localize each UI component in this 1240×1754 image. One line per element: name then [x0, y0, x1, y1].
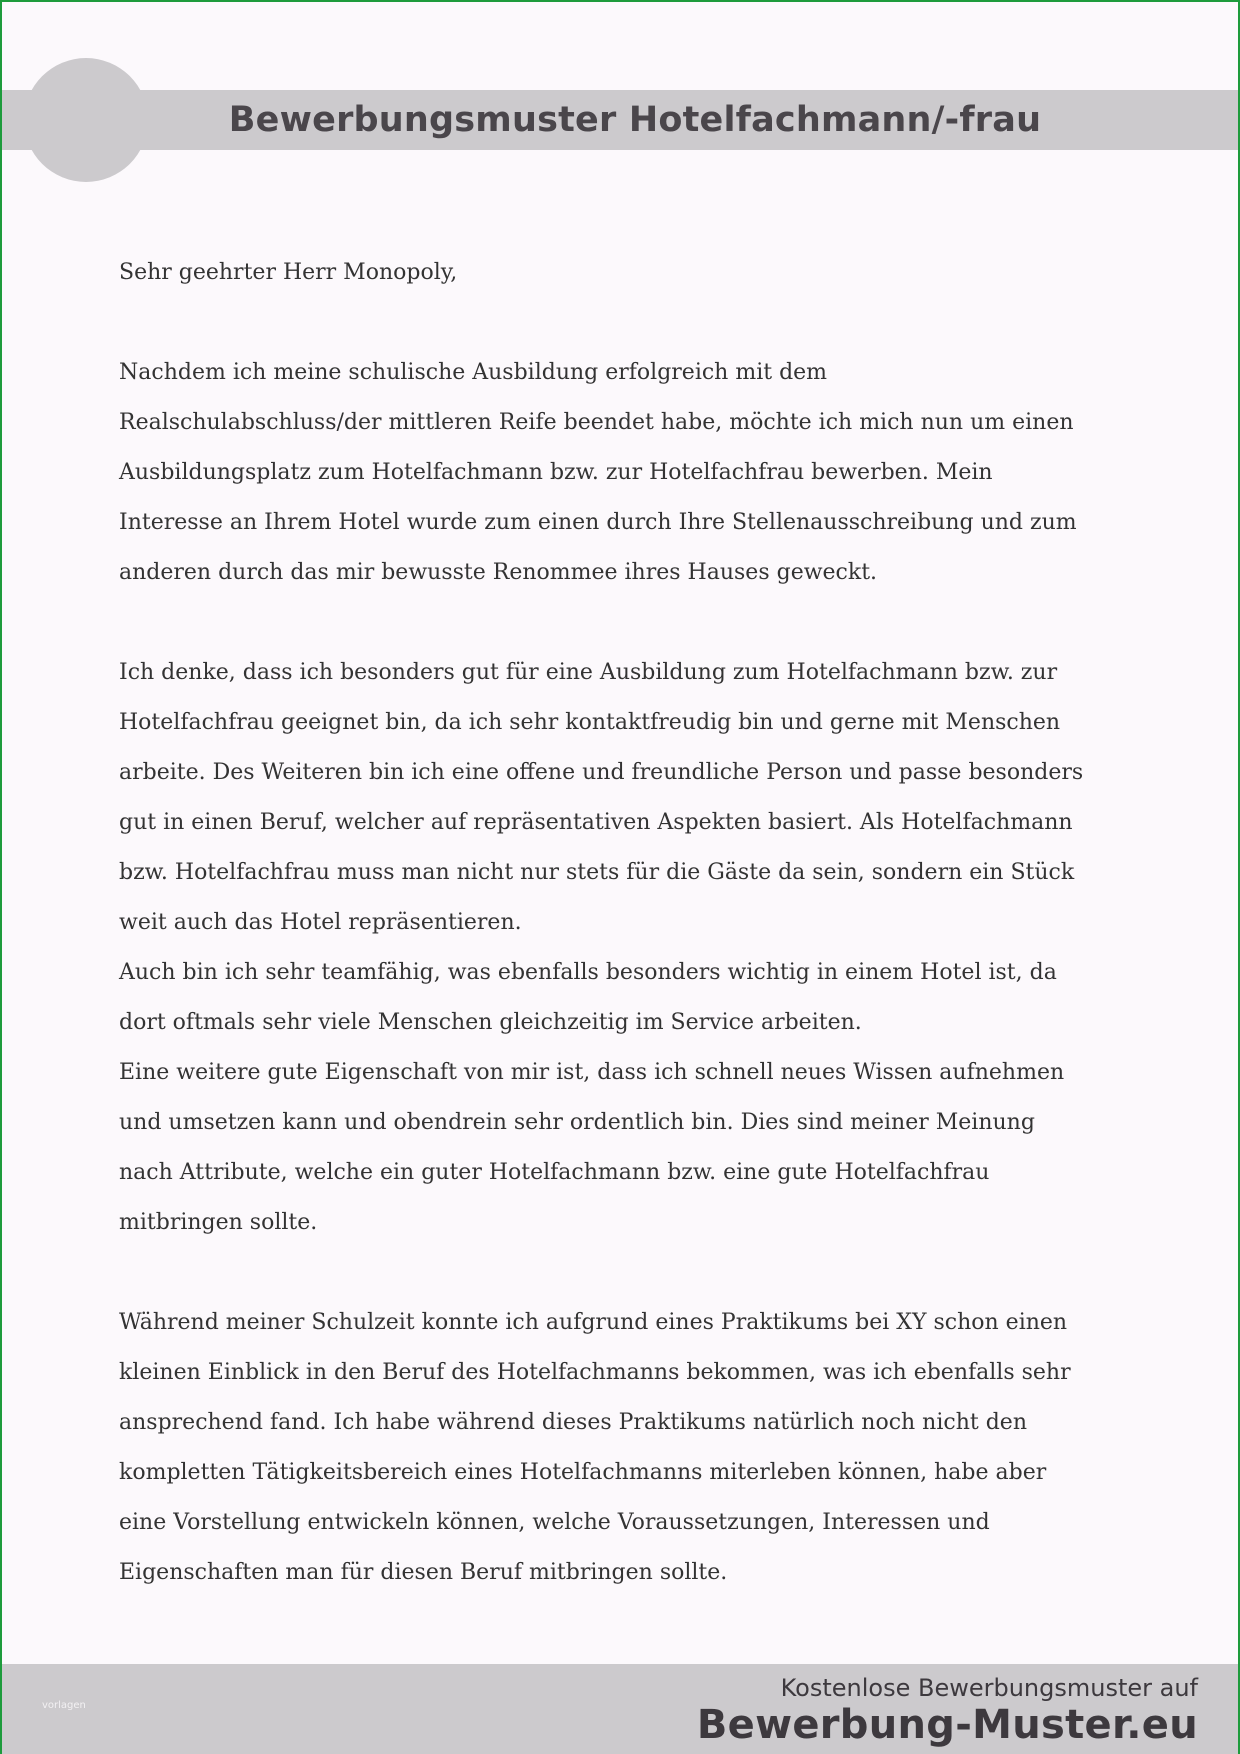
text-line: mitbringen sollte. [119, 1210, 318, 1235]
text-line: ansprechend fand. Ich habe während dieses Praktikums natürlich noch nicht den [119, 1410, 1027, 1435]
text-line: Ich denke, dass ich besonders gut für eine Ausbildung zum Hotelfachmann bzw. zur [119, 660, 1058, 685]
text-line: kompletten Tätigkeitsbereich eines Hotelfachmanns miterleben können, habe aber [119, 1460, 1047, 1485]
paragraph-2 [119, 648, 1129, 1248]
text-line: Nachdem ich meine schulische Ausbildung erfolgreich mit dem [119, 360, 828, 385]
page-title: Bewerbungsmuster Hotelfachmann/-frau [228, 100, 1042, 140]
text-line: weit auch das Hotel repräsentieren. [119, 910, 522, 935]
text-line: Während meiner Schulzeit konnte ich aufgrund eines Praktikums bei XY schon einen [119, 1310, 1068, 1335]
footer-site-name: Bewerbung-Muster.eu [696, 1702, 1198, 1748]
text-line: Hotelfachfrau geeignet bin, da ich sehr kontaktfreudig bin und gerne mit Menschen [119, 710, 1061, 735]
text-line: gut in einen Beruf, welcher auf repräsentativen Aspekten basiert. Als Hotelfachmann [119, 810, 1073, 835]
text-line: und umsetzen kann und obendrein sehr ordentlich bin. Dies sind meiner Meinung [119, 1110, 1035, 1135]
text-line: arbeite. Des Weiteren bin ich eine offene und freundliche Person und passe besonders [119, 760, 1084, 785]
text-line: eine Vorstellung entwickeln können, welche Voraussetzungen, Interessen und [119, 1510, 990, 1535]
text-line: Eigenschaften man für diesen Beruf mitbringen sollte. [119, 1560, 728, 1585]
footer-watermark-label: vorlagen [42, 1700, 86, 1711]
paragraph-1 [119, 348, 1129, 598]
text-line: nach Attribute, welche ein guter Hotelfachmann bzw. eine gute Hotelfachfrau [119, 1160, 990, 1185]
footer-tagline: Kostenlose Bewerbungsmuster auf [780, 1674, 1198, 1702]
letter-body [119, 248, 1129, 1598]
text-line: anderen durch das mir bewusste Renommee ihres Hauses geweckt. [119, 560, 878, 585]
text-line: Realschulabschluss/der mittleren Reife beendet habe, möchte ich mich nun um einen [119, 410, 1074, 435]
text-line: bzw. Hotelfachfrau muss man nicht nur stets für die Gäste da sein, sondern ein Stück [119, 860, 1075, 885]
text-line: Eine weitere gute Eigenschaft von mir ist, dass ich schnell neues Wissen aufnehmen [119, 1060, 1065, 1085]
text-line: Interesse an Ihrem Hotel wurde zum einen durch Ihre Stellenausschreibung und zum [119, 510, 1077, 535]
text-line: kleinen Einblick in den Beruf des Hotelfachmanns bekommen, was ich ebenfalls sehr [119, 1360, 1071, 1385]
paragraph-3 [119, 1298, 1129, 1598]
salutation: Sehr geehrter Herr Monopoly, [119, 260, 458, 285]
text-line: Ausbildungsplatz zum Hotelfachmann bzw. zur Hotelfachfrau bewerben. Mein [119, 460, 993, 485]
text-line: dort oftmals sehr viele Menschen gleichzeitig im Service arbeiten. [119, 1010, 862, 1035]
text-line: Auch bin ich sehr teamfähig, was ebenfalls besonders wichtig in einem Hotel ist, da [119, 960, 1057, 985]
